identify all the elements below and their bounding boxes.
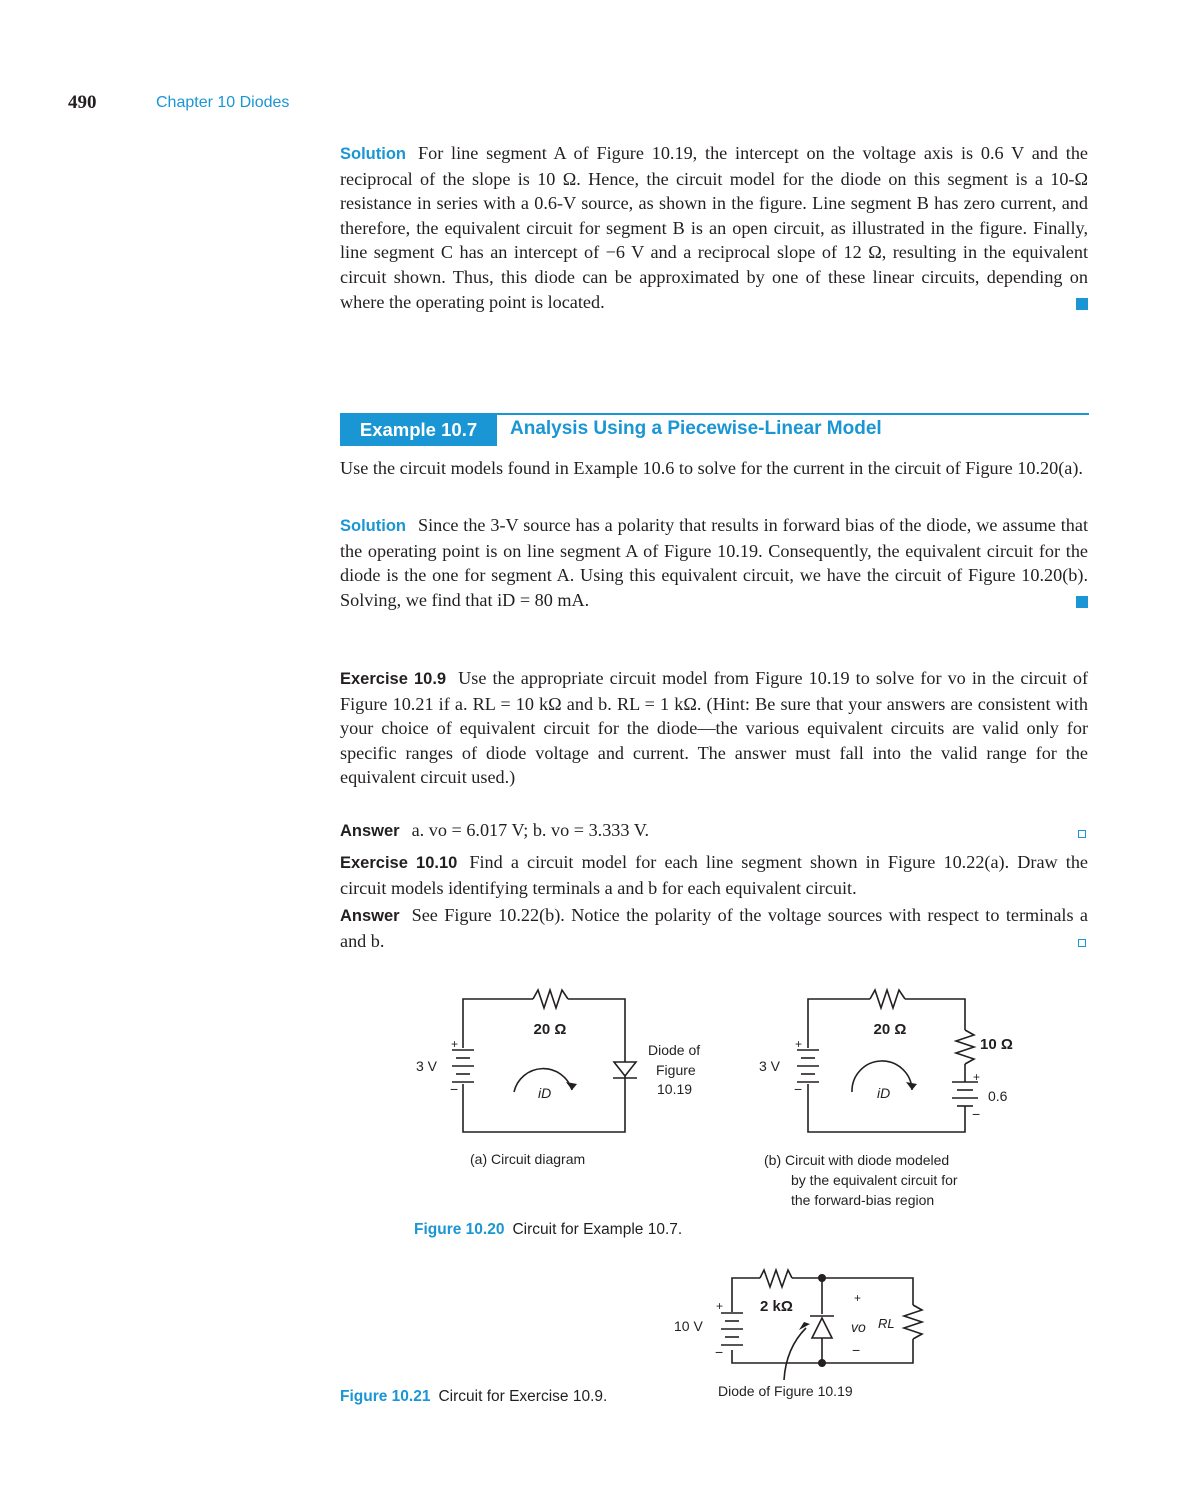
plus-a: + [451,1037,459,1051]
source-10v-label: 10 V [674,1318,703,1334]
resistor-10-icon [956,1030,974,1064]
diode-note-a-3: 10.19 [657,1081,693,1097]
exercise-label: Exercise 10.10 [340,854,458,872]
plus-10v: + [716,1299,724,1313]
load-resistor-icon [904,1305,922,1339]
caption-b-2: by the equivalent circuit for [791,1172,958,1188]
current-a-label: iD [538,1085,552,1101]
exercise-10-10 [340,850,1088,900]
minus-vo: − [852,1342,861,1358]
answer-label: Answer [340,822,400,840]
minus-10v: − [715,1344,724,1360]
end-of-exercise-icon [1078,830,1086,838]
current-b-label: iD [877,1085,891,1101]
resistor-b-icon [870,990,905,1008]
source-b-label: 3 V [759,1058,781,1074]
figure-10-21-caption [340,1388,607,1406]
diode-note-a-2: Figure [656,1062,696,1078]
minus-06: − [972,1106,981,1122]
solution-label: Solution [340,145,406,163]
running-head: Chapter 10 Diodes [156,94,290,111]
exercise-label: Exercise 10.9 [340,670,447,688]
end-of-solution-icon [1076,298,1088,310]
answer-label: Answer [340,907,400,925]
example-number-box: Example 10.7 [340,414,497,446]
end-of-solution-icon [1076,596,1088,608]
minus-a: − [450,1081,459,1097]
end-of-exercise-icon [1078,939,1086,947]
solution-10-6 [340,141,1088,314]
page-number: 490 [68,92,97,113]
solution-text: For line segment A of Figure 10.19, the intercept on the voltage axis is 0.6 V and the reciprocal of the slope is 10 Ω. Hence, the circuit model for the diode on this segment is a 10-Ω resistance in series with a 0.6-V source, as shown in the figure. Line segment B has zero current, and therefore, the equivalent circuit for segment B is an open circuit, as illustrated in the figure. Finally, line segment C has an intercept of −6 V and a reciprocal slope of 12 Ω, resulting in the equivalent circuit shown. Thus, this diode can be approximated by one of these linear circuits, depending on where the operating point is located. [340,143,1088,312]
exercise-text: Use the appropriate circuit model from Figure 10.19 to solve for vo in the circuit of Figure 10.21 if a. RL = 10 kΩ and b. RL = 1 kΩ. (Hint: Be sure that your answers are consistent with your choice of equivalent circuit for the diode—the various equivalent circuits are valid only for specific ranges of diode voltage and current. The answer must fall into the valid range for the equivalent circuit used.) [340,668,1088,788]
figure-caption-text: Circuit for Example 10.7. [512,1221,683,1238]
solution-text: Since the 3-V source has a polarity that results in forward bias of the diode, we assume that the operating point is on line segment A of Figure 10.19. Consequently, the equivalent circuit for the diode is the one for segment A. Using this equivalent circuit, we have the circuit of Figure 10.20(b). Solving, we find that iD = 80 mA. [340,515,1088,610]
figure-10-20-caption [414,1221,682,1239]
example-solution [340,513,1088,612]
resistor-b-label: 20 Ω [873,1021,907,1038]
resistor-2k-icon [760,1270,792,1287]
exercise-text: Find a circuit model for each line segment shown in Figure 10.22(a). Draw the circuit models identifying terminals a and b for each equivalent circuit. [340,852,1088,898]
diode-note-1021: Diode of Figure 10.19 [718,1383,853,1399]
exercise-10-9 [340,666,1088,790]
load-label: RL [878,1316,895,1331]
diode-note-a-1: Diode of [648,1042,701,1058]
resistor-10-label: 10 Ω [980,1036,1013,1053]
plus-06: + [973,1070,981,1084]
resistor-a-label: 20 Ω [533,1021,567,1038]
caption-b-3: the forward-bias region [791,1192,935,1208]
caption-a: (a) Circuit diagram [470,1151,586,1167]
source-a-label: 3 V [416,1058,438,1074]
figure-caption-text: Circuit for Exercise 10.9. [438,1388,608,1405]
answer-text: a. vo = 6.017 V; b. vo = 3.333 V. [411,820,650,840]
diode-1021-icon [812,1318,832,1338]
pointer-arrow-icon [784,1328,806,1380]
solution-label: Solution [340,517,406,535]
plus-b: + [795,1037,803,1051]
resistor-2k-label: 2 kΩ [760,1298,793,1315]
example-title: Analysis Using a Piecewise-Linear Model [510,418,882,439]
current-arrow-b-icon [852,1061,912,1092]
exercise-10-9-answer [340,818,1088,844]
resistor-a-icon [533,990,568,1008]
answer-text: See Figure 10.22(b). Notice the polarity of the voltage sources with respect to terminals a and b. [340,905,1088,951]
plus-vo: + [854,1291,862,1305]
current-arrow-a-icon [514,1069,572,1092]
source-06-label: 0.6 [988,1088,1008,1104]
output-label: vo [851,1319,866,1335]
diode-a-icon [614,1062,636,1076]
figure-number: Figure 10.21 [340,1388,431,1405]
figure-number: Figure 10.20 [414,1221,505,1238]
example-statement: Use the circuit models found in Example 10.6 to solve for the current in the circuit of Figure 10.20(a). [340,458,1083,478]
minus-b: − [794,1081,803,1097]
exercise-10-10-answer [340,903,1088,953]
caption-b-1: (b) Circuit with diode modeled [764,1152,950,1168]
